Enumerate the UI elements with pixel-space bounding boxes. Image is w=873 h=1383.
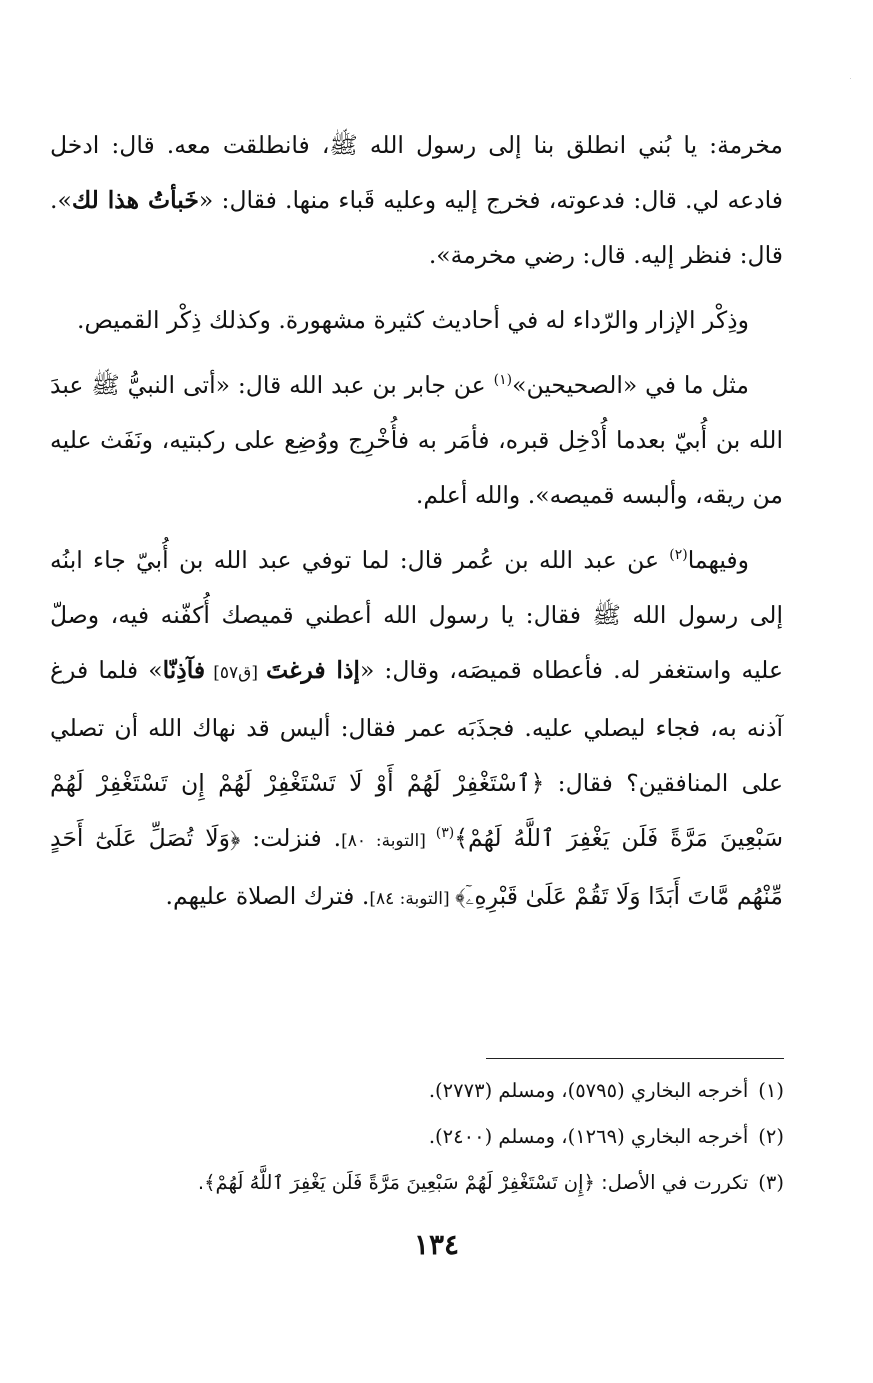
paragraph-1	[50, 118, 783, 283]
footnote-2	[120, 1114, 784, 1160]
surah-reference-2: [التوبة: ٨٤]	[369, 889, 456, 909]
page-number: ١٣٤	[413, 1228, 460, 1261]
paragraph-1-text-a: مخرمة: يا بُني انطلق بنا إلى رسول الله ﷺ، فانطلقت معه. قال: ادخل فادعه لي. قال: فدعوته، فخرج إليه وعليه قَباء منها. فقال: «	[50, 131, 783, 214]
footnote-marker-1: (١)	[493, 372, 513, 389]
footnote-number: (٣)	[758, 1171, 784, 1194]
paragraph-4-bold-1: إذا فرغتَ	[266, 656, 360, 684]
manuscript-folio-ref: [ق٥٧]	[205, 663, 267, 683]
quran-verse-1: ﴿ٱسْتَغْفِرْ لَهُمْ أَوْ لَا تَسْتَغْفِرْ لَهُمْ إِن تَسْتَغْفِرْ لَهُمْ سَبْعِينَ مَرَّةً فَلَن يَغْفِرَ ٱللَّهُ لَهُمْ﴾	[50, 769, 784, 852]
footnote-3	[120, 1160, 784, 1206]
paragraph-2-text: وذِكْر الإزار والرّداء له في أحاديث كثيرة مشهورة. وكذلك ذِكْر القميص.	[76, 306, 749, 334]
footnote-number: (١)	[758, 1079, 784, 1102]
footnote-text: أخرجه البخاري (٥٧٩٥)، ومسلم (٢٧٧٣).	[428, 1079, 749, 1102]
footnote-text: أخرجه البخاري (١٢٦٩)، ومسلم (٢٤٠٠).	[428, 1125, 749, 1148]
footnote-marker-3: (٣)	[435, 825, 455, 842]
footnote-separator-rule	[486, 1058, 784, 1059]
paragraph-1-bold-quote: خَبأتُ هذا لك	[71, 186, 199, 214]
scan-speck	[850, 78, 851, 79]
paragraph-4-bold-2: فآذِنّا	[162, 656, 206, 684]
quran-verse-2: ﴿وَلَا تُصَلِّ عَلَىٰٓ أَحَدٍ مِّنْهُم مَّاتَ أَبَدًا وَلَا تَقُمْ عَلَىٰ قَبْرِهِۦٓ﴾	[50, 824, 783, 910]
footnote-number: (٢)	[758, 1125, 784, 1148]
paragraph-4-text-c: » فلما فرغ آذنه به، فجاء ليصلي عليه. فجذَبَه عمر فقال: أليس قد نهاك الله أن تصلي على المنافقين؟ فقال:	[50, 656, 783, 797]
paragraph-1-text-b: ». قال: فنظر إليه. قال: رضي مخرمة».	[50, 186, 783, 269]
paragraph-4-text-d: . فنزلت:	[240, 824, 342, 852]
paragraph-4-text-e: . فترك الصلاة عليهم.	[165, 882, 370, 910]
main-text	[50, 118, 783, 937]
paragraph-3	[50, 358, 783, 523]
footnote-1	[120, 1068, 784, 1114]
paragraph-4	[50, 533, 783, 927]
surah-reference-1: [التوبة: ٨٠]	[341, 831, 436, 851]
paragraph-3-text-a: مثل ما في «الصحيحين»	[512, 371, 749, 399]
paragraph-4-text-a: وفيهما	[687, 546, 749, 574]
paragraph-3-text-b: عن جابر بن عبد الله قال: «أتى النبيُّ ﷺ عبدَ الله بن أُبيّ بعدما أُدْخِل قبره، فأمَر به فأُخْرِج ووُضِع على ركبتيه، ونَفَث عليه من ريقه، وألبسه قميصه». والله أعلم.	[50, 371, 783, 509]
paragraph-4-text-b: عن عبد الله بن عُمر قال: لما توفي عبد الله بن أُبيّ جاء ابنُه إلى رسول الله ﷺ فقال: يا رسول الله أعطني قميصك أُكفّنه فيه، وصلّ عليه واستغفر له. فأعطاه قميصَه، وقال: «	[50, 546, 783, 684]
footnote-marker-2: (٢)	[669, 547, 688, 564]
footnote-text: تكررت في الأصل: ﴿إِن تَسْتَغْفِرْ لَهُمْ سَبْعِينَ مَرَّةً فَلَن يَغْفِرَ ٱللَّهُ لَهُمْ﴾.	[197, 1171, 749, 1194]
footnotes	[120, 1068, 784, 1206]
paragraph-2	[50, 293, 783, 348]
